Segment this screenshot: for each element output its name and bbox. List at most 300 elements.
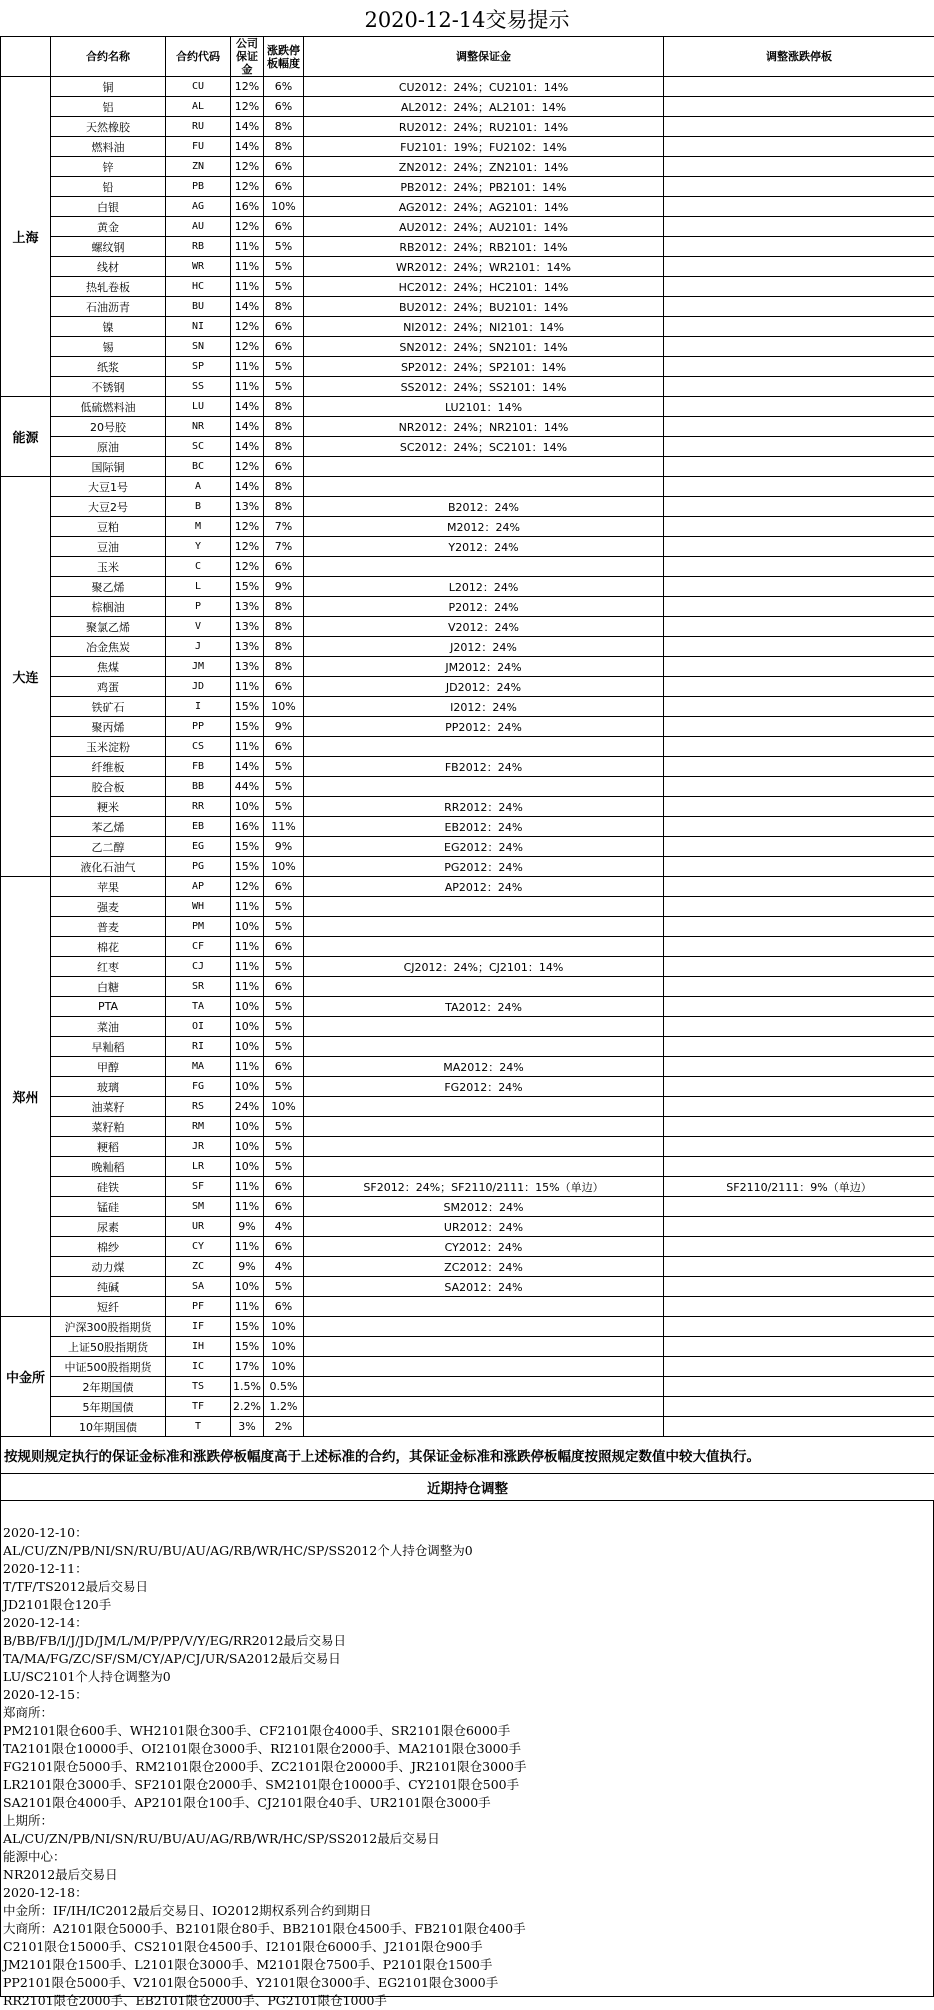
table-row — [1, 417, 934, 437]
position-line: 2020-12-10： — [1, 1524, 933, 1542]
limit-range-cell: 8% — [264, 437, 304, 457]
contract-code-cell: B — [166, 497, 231, 517]
adjusted-margin-cell: P2012：24% — [304, 597, 664, 617]
adjusted-limit-cell — [664, 457, 934, 477]
contract-code-cell: V — [166, 617, 231, 637]
company-margin-cell: 16% — [231, 197, 264, 217]
contract-code-cell: PM — [166, 917, 231, 937]
adjusted-limit-cell — [664, 1317, 934, 1337]
contract-code-cell: MA — [166, 1057, 231, 1077]
limit-range-cell: 6% — [264, 177, 304, 197]
limit-range-cell: 10% — [264, 1337, 304, 1357]
table-row — [1, 897, 934, 917]
company-margin-cell: 10% — [231, 797, 264, 817]
contract-name-cell: 普麦 — [51, 917, 166, 937]
company-margin-cell: 24% — [231, 1097, 264, 1117]
company-margin-cell: 15% — [231, 837, 264, 857]
adjusted-margin-cell — [304, 737, 664, 757]
adjusted-limit-cell — [664, 1397, 934, 1417]
adjusted-limit-cell — [664, 1157, 934, 1177]
contract-name-cell: 短纤 — [51, 1297, 166, 1317]
limit-range-cell: 6% — [264, 317, 304, 337]
company-margin-cell: 14% — [231, 757, 264, 777]
contract-code-cell: WR — [166, 257, 231, 277]
adjusted-limit-cell — [664, 997, 934, 1017]
contract-code-cell: PG — [166, 857, 231, 877]
table-row — [1, 1217, 934, 1237]
company-margin-cell: 12% — [231, 877, 264, 897]
company-margin-cell: 10% — [231, 1277, 264, 1297]
table-row — [1, 297, 934, 317]
limit-range-cell: 5% — [264, 757, 304, 777]
limit-range-cell: 6% — [264, 217, 304, 237]
adjusted-margin-cell: AU2012：24%；AU2101：14% — [304, 217, 664, 237]
adjusted-margin-cell: TA2012：24% — [304, 997, 664, 1017]
contract-code-cell: SR — [166, 977, 231, 997]
company-margin-cell: 11% — [231, 1237, 264, 1257]
limit-range-cell: 5% — [264, 277, 304, 297]
margin-table — [0, 36, 934, 1501]
contract-code-cell: RR — [166, 797, 231, 817]
company-margin-cell: 11% — [231, 977, 264, 997]
adjusted-limit-cell: SF2110/2111：9%（单边） — [664, 1177, 934, 1197]
company-margin-cell: 12% — [231, 97, 264, 117]
company-margin-cell: 13% — [231, 597, 264, 617]
limit-range-cell: 6% — [264, 677, 304, 697]
contract-name-cell: 胶合板 — [51, 777, 166, 797]
adjusted-margin-cell: WR2012：24%；WR2101：14% — [304, 257, 664, 277]
company-margin-cell: 13% — [231, 657, 264, 677]
adjusted-margin-cell — [304, 977, 664, 997]
company-margin-cell: 14% — [231, 117, 264, 137]
company-margin-cell: 10% — [231, 997, 264, 1017]
position-line: NR2012最后交易日 — [1, 1866, 933, 1884]
contract-name-cell: 铝 — [51, 97, 166, 117]
contract-name-cell: PTA — [51, 997, 166, 1017]
position-line: 2020-12-15： — [1, 1686, 933, 1704]
table-row — [1, 1257, 934, 1277]
header-exchange — [1, 37, 51, 77]
contract-name-cell: 尿素 — [51, 1217, 166, 1237]
company-margin-cell: 12% — [231, 77, 264, 97]
adjusted-limit-cell — [664, 897, 934, 917]
table-row — [1, 1317, 934, 1337]
adjusted-limit-cell — [664, 97, 934, 117]
table-row — [1, 537, 934, 557]
rule-note: 按规则规定执行的保证金标准和涨跌停板幅度高于上述标准的合约，其保证金标准和涨跌停板幅度按照规定数值中较大值执行。 — [1, 1437, 934, 1474]
contract-name-cell: 粳稻 — [51, 1137, 166, 1157]
limit-range-cell: 7% — [264, 517, 304, 537]
contract-name-cell: 2年期国债 — [51, 1377, 166, 1397]
adjusted-limit-cell — [664, 537, 934, 557]
table-row — [1, 957, 934, 977]
table-row — [1, 997, 934, 1017]
contract-code-cell: I — [166, 697, 231, 717]
contract-code-cell: SF — [166, 1177, 231, 1197]
adjusted-limit-cell — [664, 1137, 934, 1157]
table-row — [1, 1357, 934, 1377]
header-contract-code: 合约代码 — [166, 37, 231, 77]
company-margin-cell: 10% — [231, 1077, 264, 1097]
adjusted-limit-cell — [664, 737, 934, 757]
table-row — [1, 1397, 934, 1417]
contract-name-cell: 燃料油 — [51, 137, 166, 157]
contract-name-cell: 聚丙烯 — [51, 717, 166, 737]
contract-name-cell: 纸浆 — [51, 357, 166, 377]
limit-range-cell: 10% — [264, 1357, 304, 1377]
company-margin-cell: 17% — [231, 1357, 264, 1377]
adjusted-margin-cell: SM2012：24% — [304, 1197, 664, 1217]
company-margin-cell: 13% — [231, 617, 264, 637]
limit-range-cell: 6% — [264, 77, 304, 97]
adjusted-limit-cell — [664, 757, 934, 777]
note-row — [1, 1437, 934, 1474]
adjusted-margin-cell: M2012：24% — [304, 517, 664, 537]
adjusted-margin-cell — [304, 1297, 664, 1317]
table-row — [1, 677, 934, 697]
limit-range-cell: 8% — [264, 137, 304, 157]
table-row — [1, 357, 934, 377]
adjusted-margin-cell: CJ2012：24%；CJ2101：14% — [304, 957, 664, 977]
limit-range-cell: 2% — [264, 1417, 304, 1437]
contract-name-cell: 晚籼稻 — [51, 1157, 166, 1177]
company-margin-cell: 3% — [231, 1417, 264, 1437]
adjusted-limit-cell — [664, 797, 934, 817]
adjusted-limit-cell — [664, 1077, 934, 1097]
adjusted-margin-cell — [304, 1017, 664, 1037]
adjusted-limit-cell — [664, 617, 934, 637]
position-line: B/BB/FB/I/J/JD/JM/L/M/P/PP/V/Y/EG/RR2012最后交易日 — [1, 1632, 933, 1650]
contract-name-cell: 铅 — [51, 177, 166, 197]
company-margin-cell: 12% — [231, 537, 264, 557]
adjusted-limit-cell — [664, 437, 934, 457]
company-margin-cell: 12% — [231, 557, 264, 577]
table-row — [1, 877, 934, 897]
contract-name-cell: 焦煤 — [51, 657, 166, 677]
position-line: 2020-12-11： — [1, 1560, 933, 1578]
company-margin-cell: 14% — [231, 437, 264, 457]
contract-code-cell: IH — [166, 1337, 231, 1357]
position-line: FG2101限仓5000手、RM2101限仓2000手、ZC2101限仓20000手、JR2101限仓3000手 — [1, 1758, 933, 1776]
table-row — [1, 157, 934, 177]
company-margin-cell: 10% — [231, 1017, 264, 1037]
adjusted-limit-cell — [664, 637, 934, 657]
contract-name-cell: 玉米淀粉 — [51, 737, 166, 757]
limit-range-cell: 5% — [264, 377, 304, 397]
table-row — [1, 177, 934, 197]
company-margin-cell: 14% — [231, 477, 264, 497]
company-margin-cell: 1.5% — [231, 1377, 264, 1397]
table-row — [1, 637, 934, 657]
company-margin-cell: 11% — [231, 957, 264, 977]
contract-code-cell: TA — [166, 997, 231, 1017]
company-margin-cell: 14% — [231, 417, 264, 437]
company-margin-cell: 12% — [231, 217, 264, 237]
company-margin-cell: 11% — [231, 237, 264, 257]
limit-range-cell: 5% — [264, 917, 304, 937]
section-title-row — [1, 1474, 934, 1501]
contract-code-cell: TF — [166, 1397, 231, 1417]
header-limit-range: 涨跌停板幅度 — [264, 37, 304, 77]
company-margin-cell: 15% — [231, 1317, 264, 1337]
adjusted-limit-cell — [664, 357, 934, 377]
adjusted-margin-cell: CU2012：24%；CU2101：14% — [304, 77, 664, 97]
company-margin-cell: 11% — [231, 1177, 264, 1197]
contract-name-cell: 乙二醇 — [51, 837, 166, 857]
limit-range-cell: 5% — [264, 237, 304, 257]
adjusted-margin-cell: I2012：24% — [304, 697, 664, 717]
company-margin-cell: 11% — [231, 357, 264, 377]
table-row — [1, 777, 934, 797]
contract-code-cell: SM — [166, 1197, 231, 1217]
contract-code-cell: LU — [166, 397, 231, 417]
company-margin-cell: 44% — [231, 777, 264, 797]
contract-name-cell: 铁矿石 — [51, 697, 166, 717]
company-margin-cell: 14% — [231, 137, 264, 157]
contract-code-cell: FG — [166, 1077, 231, 1097]
table-row — [1, 617, 934, 637]
spacer — [1, 1500, 933, 1524]
contract-code-cell: JM — [166, 657, 231, 677]
limit-range-cell: 8% — [264, 397, 304, 417]
limit-range-cell: 10% — [264, 1317, 304, 1337]
adjusted-margin-cell: ZN2012：24%；ZN2101：14% — [304, 157, 664, 177]
contract-name-cell: 20号胶 — [51, 417, 166, 437]
position-line: AL/CU/ZN/PB/NI/SN/RU/BU/AU/AG/RB/WR/HC/SP/SS2012个人持仓调整为0 — [1, 1542, 933, 1560]
adjusted-limit-cell — [664, 77, 934, 97]
contract-code-cell: LR — [166, 1157, 231, 1177]
limit-range-cell: 5% — [264, 1137, 304, 1157]
adjusted-limit-cell — [664, 397, 934, 417]
position-line: 2020-12-14： — [1, 1614, 933, 1632]
adjusted-margin-cell: NR2012：24%；NR2101：14% — [304, 417, 664, 437]
contract-name-cell: 早籼稻 — [51, 1037, 166, 1057]
company-margin-cell: 10% — [231, 1157, 264, 1177]
exchange-cell: 大连 — [1, 477, 51, 877]
company-margin-cell: 15% — [231, 577, 264, 597]
contract-code-cell: PB — [166, 177, 231, 197]
table-row — [1, 1097, 934, 1117]
contract-name-cell: 强麦 — [51, 897, 166, 917]
contract-code-cell: BB — [166, 777, 231, 797]
company-margin-cell: 11% — [231, 1057, 264, 1077]
adjusted-margin-cell: J2012：24% — [304, 637, 664, 657]
table-row — [1, 317, 934, 337]
adjusted-margin-cell: RB2012：24%；RB2101：14% — [304, 237, 664, 257]
adjusted-limit-cell — [664, 1337, 934, 1357]
table-row — [1, 97, 934, 117]
table-row — [1, 657, 934, 677]
adjusted-limit-cell — [664, 297, 934, 317]
position-line: SA2101限仓4000手、AP2101限仓100手、CJ2101限仓40手、UR2101限仓3000手 — [1, 1794, 933, 1812]
contract-name-cell: 低硫燃料油 — [51, 397, 166, 417]
contract-name-cell: 中证500股指期货 — [51, 1357, 166, 1377]
adjusted-margin-cell: BU2012：24%；BU2101：14% — [304, 297, 664, 317]
table-row — [1, 497, 934, 517]
adjusted-limit-cell — [664, 677, 934, 697]
company-margin-cell: 10% — [231, 1117, 264, 1137]
contract-name-cell: 镍 — [51, 317, 166, 337]
table-row — [1, 197, 934, 217]
limit-range-cell: 6% — [264, 977, 304, 997]
table-row — [1, 257, 934, 277]
limit-range-cell: 9% — [264, 577, 304, 597]
table-row — [1, 1197, 934, 1217]
adjusted-limit-cell — [664, 417, 934, 437]
table-row — [1, 1177, 934, 1197]
company-margin-cell: 2.2% — [231, 1397, 264, 1417]
position-line: JD2101限仓120手 — [1, 1596, 933, 1614]
contract-name-cell: 纤维板 — [51, 757, 166, 777]
company-margin-cell: 10% — [231, 1037, 264, 1057]
exchange-cell: 中金所 — [1, 1317, 51, 1437]
adjusted-margin-cell: SN2012：24%；SN2101：14% — [304, 337, 664, 357]
contract-code-cell: ZC — [166, 1257, 231, 1277]
adjusted-margin-cell — [304, 477, 664, 497]
exchange-cell: 上海 — [1, 77, 51, 397]
limit-range-cell: 5% — [264, 797, 304, 817]
adjusted-margin-cell: AG2012：24%；AG2101：14% — [304, 197, 664, 217]
limit-range-cell: 8% — [264, 477, 304, 497]
adjusted-margin-cell: FB2012：24% — [304, 757, 664, 777]
company-margin-cell: 12% — [231, 177, 264, 197]
table-row — [1, 397, 934, 417]
contract-name-cell: 原油 — [51, 437, 166, 457]
company-margin-cell: 12% — [231, 157, 264, 177]
contract-name-cell: 国际铜 — [51, 457, 166, 477]
adjusted-limit-cell — [664, 717, 934, 737]
table-row — [1, 1117, 934, 1137]
contract-name-cell: 鸡蛋 — [51, 677, 166, 697]
company-margin-cell: 11% — [231, 277, 264, 297]
limit-range-cell: 6% — [264, 737, 304, 757]
contract-code-cell: HC — [166, 277, 231, 297]
adjusted-limit-cell — [664, 877, 934, 897]
contract-name-cell: 豆油 — [51, 537, 166, 557]
adjusted-margin-cell: CY2012：24% — [304, 1237, 664, 1257]
table-row — [1, 917, 934, 937]
adjusted-limit-cell — [664, 817, 934, 837]
contract-code-cell: SC — [166, 437, 231, 457]
limit-range-cell: 9% — [264, 837, 304, 857]
adjusted-margin-cell — [304, 917, 664, 937]
contract-name-cell: 豆粕 — [51, 517, 166, 537]
table-row — [1, 1337, 934, 1357]
table-row — [1, 137, 934, 157]
adjusted-limit-cell — [664, 1197, 934, 1217]
table-row — [1, 217, 934, 237]
limit-range-cell: 5% — [264, 897, 304, 917]
adjusted-margin-cell: JD2012：24% — [304, 677, 664, 697]
contract-name-cell: 石油沥青 — [51, 297, 166, 317]
contract-code-cell: AU — [166, 217, 231, 237]
adjusted-margin-cell: SS2012：24%；SS2101：14% — [304, 377, 664, 397]
contract-code-cell: FU — [166, 137, 231, 157]
adjusted-limit-cell — [664, 577, 934, 597]
limit-range-cell: 5% — [264, 1277, 304, 1297]
company-margin-cell: 10% — [231, 917, 264, 937]
table-row — [1, 1237, 934, 1257]
adjusted-limit-cell — [664, 197, 934, 217]
company-margin-cell: 16% — [231, 817, 264, 837]
table-row — [1, 697, 934, 717]
company-margin-cell: 10% — [231, 1137, 264, 1157]
contract-code-cell: CU — [166, 77, 231, 97]
adjusted-margin-cell: EG2012：24% — [304, 837, 664, 857]
contract-name-cell: 粳米 — [51, 797, 166, 817]
adjusted-limit-cell — [664, 217, 934, 237]
limit-range-cell: 1.2% — [264, 1397, 304, 1417]
table-row — [1, 837, 934, 857]
limit-range-cell: 10% — [264, 1097, 304, 1117]
adjusted-limit-cell — [664, 957, 934, 977]
adjusted-limit-cell — [664, 1097, 934, 1117]
adjusted-margin-cell — [304, 1397, 664, 1417]
limit-range-cell: 5% — [264, 1157, 304, 1177]
contract-code-cell: PF — [166, 1297, 231, 1317]
contract-name-cell: 棕榈油 — [51, 597, 166, 617]
page-title: 2020-12-14交易提示 — [0, 0, 934, 36]
company-margin-cell: 14% — [231, 397, 264, 417]
adjusted-margin-cell — [304, 1357, 664, 1377]
adjusted-margin-cell: EB2012：24% — [304, 817, 664, 837]
adjusted-limit-cell — [664, 517, 934, 537]
contract-code-cell: TS — [166, 1377, 231, 1397]
limit-range-cell: 5% — [264, 777, 304, 797]
adjusted-limit-cell — [664, 137, 934, 157]
limit-range-cell: 6% — [264, 1297, 304, 1317]
contract-name-cell: 油菜籽 — [51, 1097, 166, 1117]
table-row — [1, 597, 934, 617]
contract-code-cell: L — [166, 577, 231, 597]
contract-code-cell: RU — [166, 117, 231, 137]
adjusted-margin-cell — [304, 557, 664, 577]
position-line: PM2101限仓600手、WH2101限仓300手、CF2101限仓4000手、SR2101限仓6000手 — [1, 1722, 933, 1740]
adjusted-limit-cell — [664, 337, 934, 357]
contract-code-cell: ZN — [166, 157, 231, 177]
adjusted-margin-cell — [304, 1117, 664, 1137]
contract-name-cell: 线材 — [51, 257, 166, 277]
contract-name-cell: 棉纱 — [51, 1237, 166, 1257]
contract-name-cell: 玉米 — [51, 557, 166, 577]
header-adjusted-limit: 调整涨跌停板 — [664, 37, 934, 77]
limit-range-cell: 6% — [264, 1177, 304, 1197]
contract-name-cell: 动力煤 — [51, 1257, 166, 1277]
limit-range-cell: 8% — [264, 297, 304, 317]
contract-code-cell: OI — [166, 1017, 231, 1037]
contract-name-cell: 红枣 — [51, 957, 166, 977]
table-row — [1, 477, 934, 497]
company-margin-cell: 9% — [231, 1217, 264, 1237]
adjusted-margin-cell: V2012：24% — [304, 617, 664, 637]
adjusted-margin-cell — [304, 1157, 664, 1177]
table-row — [1, 737, 934, 757]
contract-code-cell: CY — [166, 1237, 231, 1257]
contract-code-cell: JR — [166, 1137, 231, 1157]
contract-name-cell: 棉花 — [51, 937, 166, 957]
table-row — [1, 857, 934, 877]
header-adjusted-margin: 调整保证金 — [304, 37, 664, 77]
position-line: RR2101限仓2000手、EB2101限仓2000手、PG2101限仓1000手 — [1, 1992, 933, 2010]
contract-name-cell: 锌 — [51, 157, 166, 177]
contract-code-cell: T — [166, 1417, 231, 1437]
contract-name-cell: 锰硅 — [51, 1197, 166, 1217]
contract-code-cell: CS — [166, 737, 231, 757]
table-row — [1, 1277, 934, 1297]
limit-range-cell: 6% — [264, 1057, 304, 1077]
limit-range-cell: 7% — [264, 537, 304, 557]
contract-code-cell: AL — [166, 97, 231, 117]
